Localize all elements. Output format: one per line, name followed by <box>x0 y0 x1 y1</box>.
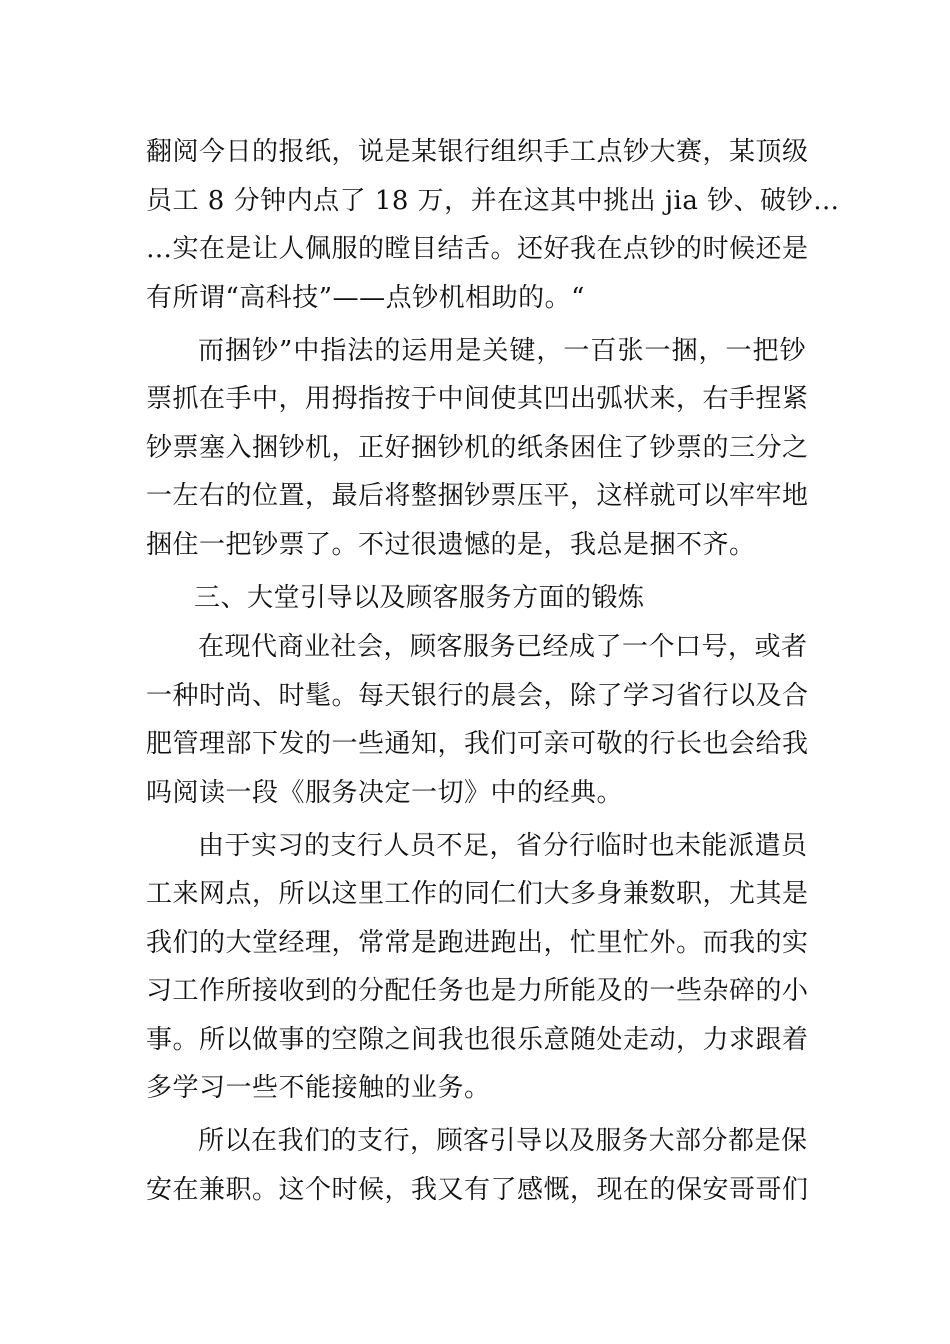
text-line-7: 钞票塞入捆钞机，正好捆钞机的纸条困住了钞票的三分之 <box>146 433 809 463</box>
text-line-13: 肥管理部下发的一些通知，我们可亲可敬的行长也会给我 <box>146 729 809 759</box>
text-line-20: 多学习一些不能接触的业务。 <box>146 1073 491 1103</box>
text-line-8: 一左右的位置，最后将整捆钞票压平，这样就可以牢牢地 <box>146 481 809 511</box>
text-line-16: 工来网点，所以这里工作的同仁们大多身兼数职，尤其是 <box>146 879 809 909</box>
text-line-18: 习工作所接收到的分配任务也是力所能及的一些杂碎的小 <box>146 976 809 1006</box>
text-line-4: 有所谓“高科技”——点钞机相助的。“ <box>146 283 585 313</box>
text-line-17: 我们的大堂经理，常常是跑进跑出，忙里忙外。而我的实 <box>146 928 809 958</box>
text-line-21: 所以在我们的支行，顾客引导以及服务大部分都是保 <box>198 1126 808 1156</box>
text-line-2: 员工 8 分钟内点了 18 万，并在这其中挑出 jia 钞、破钞… <box>146 186 840 216</box>
text-line-11: 在现代商业社会，顾客服务已经成了一个口号，或者 <box>198 632 808 662</box>
text-line-19: 事。所以做事的空隙之间我也很乐意随处走动，力求跟着 <box>146 1025 809 1055</box>
text-line-3: …实在是让人佩服的瞠目结舌。还好我在点钞的时候还是 <box>146 234 809 264</box>
text-line-5: 而捆钞”中指法的运用是关键，一百张一捆，一把钞 <box>198 336 806 366</box>
text-line-9: 捆住一把钞票了。不过很遗憾的是，我总是捆不齐。 <box>146 530 756 560</box>
text-line-12: 一种时尚、时髦。每天银行的晨会，除了学习省行以及合 <box>146 681 809 711</box>
text-line-1: 翻阅今日的报纸，说是某银行组织手工点钞大赛，某顶级 <box>146 137 809 167</box>
text-line-6: 票抓在手中，用拇指按于中间使其凹出弧状来，右手捏紧 <box>146 384 809 414</box>
text-line-22: 安在兼职。这个时候，我又有了感慨，现在的保安哥哥们 <box>146 1175 809 1205</box>
text-line-14: 吗阅读一段《服务决定一切》中的经典。 <box>146 778 624 808</box>
section-heading: 三、大堂引导以及顾客服务方面的锻炼 <box>194 583 645 613</box>
text-line-15: 由于实习的支行人员不足，省分行临时也未能派遣员 <box>198 831 808 861</box>
